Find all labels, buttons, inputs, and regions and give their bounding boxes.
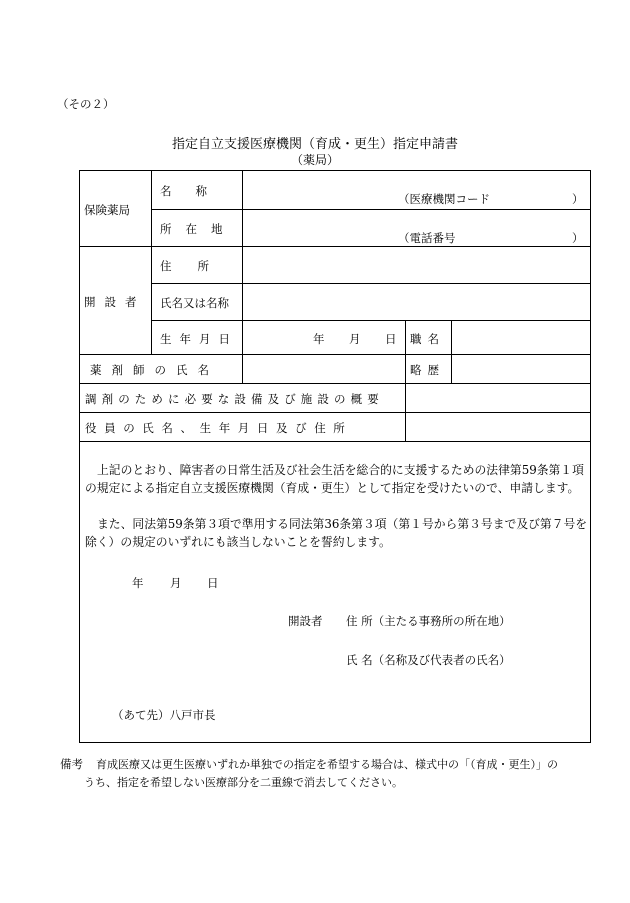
history-label: 略歴 — [410, 363, 445, 377]
medical-code-close: ） — [572, 192, 584, 206]
form-title: 指定自立支援医療機関（育成・更生）指定申請書 — [171, 137, 458, 152]
form-subtitle: （薬局） — [290, 153, 339, 167]
pharmacy-name-field[interactable] — [244, 174, 384, 204]
dob-year: 年 — [313, 332, 325, 346]
declaration-paragraph-2: また、同法第59条第３項で準用する同法第36条第３項（第１号から第３号まで及び第７号を除く）の規定のいずれにも該当しないことを誓約します。 — [85, 517, 588, 549]
phone-note: （電話番号 — [398, 231, 456, 245]
form-number: （その２） — [57, 97, 115, 111]
remarks-line-2: うち、指定を希望しない医療部分を二重線で消去してください。 — [84, 776, 403, 789]
address-label: 住所 — [160, 259, 235, 273]
pharmacist-name-field[interactable] — [244, 357, 402, 381]
officers-label: 役員の氏名、生年月日及び住所 — [85, 421, 353, 435]
founder-group-label: 開設者 — [84, 295, 146, 309]
person-name-label: 氏名又は名称 — [160, 296, 229, 310]
remarks-label: 備考 — [60, 757, 83, 771]
location-label: 所在地 — [160, 222, 237, 236]
addressee: （あて先）八戸市長 — [112, 708, 216, 722]
applicant-label: 開設者 — [288, 614, 323, 628]
date-year: 年 — [132, 576, 144, 590]
pharmacist-name-label: 薬剤師の氏名 — [90, 363, 219, 377]
location-field[interactable] — [244, 212, 384, 242]
job-field[interactable] — [454, 323, 588, 352]
remarks-line-1: 育成医療又は更生医療いずれか単独での指定を希望する場合は、様式中の「（育成・更生）」の — [96, 758, 558, 771]
pharmacy-group-text: 保険薬局 — [84, 203, 130, 217]
declaration-paragraph-1: 上記のとおり、障害者の日常生活及び社会生活を総合的に支援するための法律第59条第１項の規定による指定自立支援医療機関（育成・更生）として指定を受けたいので、申請します。 — [85, 463, 584, 495]
date-month: 月 — [170, 576, 182, 590]
medical-code-note: （医療機関コード — [398, 192, 490, 206]
person-name-field[interactable] — [244, 286, 588, 318]
history-field[interactable] — [454, 357, 588, 381]
address-field[interactable] — [244, 249, 588, 281]
phone-close: ） — [572, 231, 584, 245]
job-label: 職名 — [410, 332, 445, 346]
dob-month: 月 — [349, 332, 361, 346]
date-day: 日 — [207, 576, 219, 590]
facilities-label: 調剤のために必要な設備及び施設の概要 — [85, 392, 384, 406]
applicant-address-caption: 住 所（主たる事務所の所在地） — [346, 614, 511, 628]
applicant-name-caption: 氏 名（名称及び代表者の氏名） — [346, 653, 511, 667]
dob-label: 生年月日 — [160, 332, 238, 346]
officers-field[interactable] — [408, 415, 588, 439]
pharmacy-group-label — [84, 202, 146, 218]
name-label: 名称 — [160, 184, 231, 198]
facilities-field[interactable] — [408, 386, 588, 410]
dob-day: 日 — [385, 332, 397, 346]
